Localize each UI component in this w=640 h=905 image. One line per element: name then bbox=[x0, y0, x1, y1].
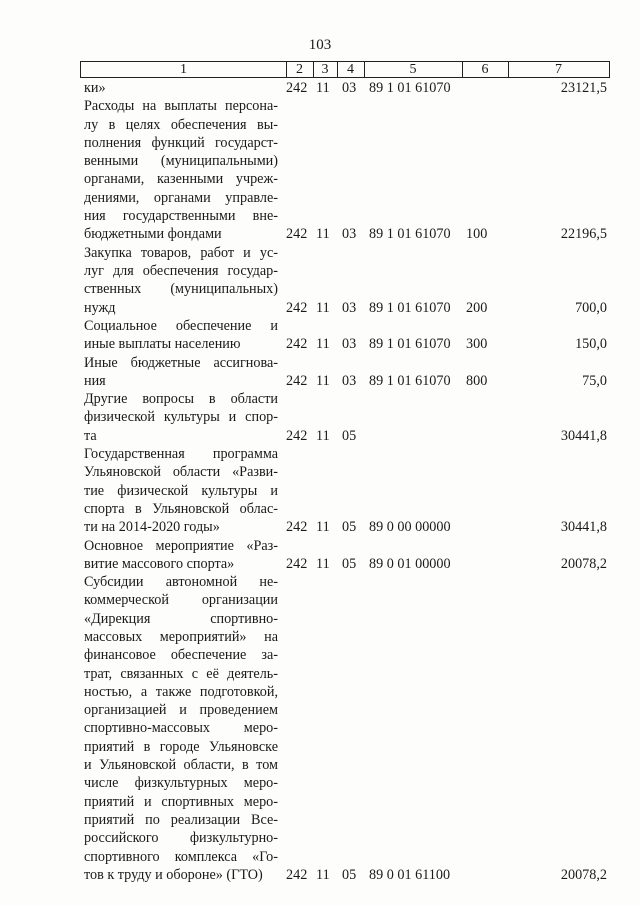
cell-col-5: 89 0 00 00000 bbox=[369, 519, 451, 536]
cell-col-7: 22196,5 bbox=[560, 226, 607, 243]
cell-col-5: 89 1 01 61070 bbox=[369, 336, 451, 353]
table-row bbox=[0, 97, 640, 243]
cell-col-2: 242 bbox=[286, 336, 308, 353]
description-line: коммерческой организации bbox=[84, 592, 278, 609]
cell-col-3: 11 bbox=[316, 519, 330, 536]
description-line: организацией и проведением bbox=[84, 702, 278, 719]
cell-col-6: 100 bbox=[466, 226, 488, 243]
description-line: венными (муниципальными) bbox=[84, 153, 278, 170]
cell-col-4: 03 bbox=[342, 299, 357, 316]
cell-col-2: 242 bbox=[286, 427, 308, 444]
description-line: Расходы на выплаты персона- bbox=[84, 98, 278, 115]
cell-col-2: 242 bbox=[286, 80, 308, 96]
description-line: спорта в Ульяновской облас- bbox=[84, 500, 278, 517]
description-line: числе физкультурных меро- bbox=[84, 775, 278, 792]
description-line: ти на 2014-2020 годы» bbox=[84, 519, 220, 536]
cell-col-3: 11 bbox=[316, 336, 330, 353]
cell-col-2: 242 bbox=[286, 866, 308, 883]
description-line: полнения функций государст- bbox=[84, 134, 278, 151]
table-row bbox=[0, 79, 640, 97]
cell-col-2: 242 bbox=[286, 226, 308, 243]
column-header-3: 3 bbox=[321, 62, 329, 77]
description-line: спортивного комплекса «Го- bbox=[84, 848, 278, 865]
cell-col-3: 11 bbox=[316, 299, 330, 316]
table-row bbox=[0, 317, 640, 354]
description-line: Государственная программа bbox=[84, 446, 278, 462]
cell-col-5: 89 1 01 61070 bbox=[369, 299, 451, 316]
row-description bbox=[84, 244, 278, 317]
description-line: дениями, органами управле- bbox=[84, 189, 278, 206]
description-line: ния государственными вне- bbox=[84, 208, 278, 225]
table-row bbox=[0, 390, 640, 445]
cell-col-4: 03 bbox=[342, 372, 357, 389]
description-line: лу в целях обеспечения вы- bbox=[84, 116, 278, 133]
row-description bbox=[84, 354, 278, 391]
description-line: Закупка товаров, работ и ус- bbox=[84, 244, 278, 261]
cell-col-7: 75,0 bbox=[582, 372, 607, 389]
cell-col-6: 800 bbox=[466, 372, 488, 389]
cell-col-3: 11 bbox=[316, 555, 330, 572]
cell-col-4: 05 bbox=[342, 866, 357, 883]
description-line: органами, казенными учреж- bbox=[84, 171, 278, 188]
description-line: нужд bbox=[84, 299, 116, 316]
page-number: 103 bbox=[308, 37, 332, 53]
cell-col-2: 242 bbox=[286, 519, 308, 536]
description-line: и Ульяновской области, в том bbox=[84, 757, 278, 774]
column-header-2: 2 bbox=[296, 62, 303, 77]
row-description bbox=[84, 317, 278, 354]
cell-col-4: 03 bbox=[342, 80, 357, 96]
description-line: ственных (муниципальных) bbox=[84, 281, 278, 298]
cell-col-3: 11 bbox=[316, 427, 330, 444]
column-header-1: 1 bbox=[180, 62, 187, 77]
description-line: физической культуры и спор- bbox=[84, 409, 278, 426]
description-line: приятий и спортивных меро- bbox=[84, 793, 278, 810]
cell-col-2: 242 bbox=[286, 299, 308, 316]
column-header-5: 5 bbox=[409, 62, 417, 77]
description-line: массовых мероприятий» на bbox=[84, 628, 278, 645]
description-line: ния bbox=[84, 372, 106, 389]
description-line: приятий по реализации Все- bbox=[84, 811, 278, 828]
cell-col-7: 30441,8 bbox=[560, 519, 607, 536]
cell-col-3: 11 bbox=[316, 80, 330, 96]
cell-col-5: 89 1 01 61070 bbox=[369, 226, 451, 243]
cell-col-4: 03 bbox=[342, 226, 357, 243]
description-line: Социальное обеспечение и bbox=[84, 317, 278, 334]
table-row bbox=[0, 445, 640, 537]
cell-col-7: 23121,5 bbox=[560, 80, 607, 96]
row-description bbox=[84, 390, 278, 445]
cell-col-4: 05 bbox=[342, 555, 357, 572]
description-line: трат, связанных с её деятель- bbox=[84, 665, 278, 682]
table-column-header bbox=[80, 61, 610, 78]
cell-col-2: 242 bbox=[286, 555, 308, 572]
description-line: та bbox=[84, 427, 97, 444]
description-line: витие массового спорта» bbox=[84, 555, 235, 572]
cell-col-2: 242 bbox=[286, 372, 308, 389]
cell-col-7: 30441,8 bbox=[560, 427, 607, 444]
column-header-4: 4 bbox=[347, 62, 354, 77]
cell-col-5: 89 0 01 61100 bbox=[369, 866, 451, 883]
description-line: приятий в городе Ульяновске bbox=[84, 738, 278, 755]
cell-col-3: 11 bbox=[316, 866, 330, 883]
row-description bbox=[84, 573, 278, 884]
cell-col-5: 89 0 01 00000 bbox=[369, 555, 451, 572]
cell-col-7: 150,0 bbox=[575, 336, 607, 353]
description-line: бюджетными фондами bbox=[84, 226, 222, 243]
row-description bbox=[84, 445, 278, 536]
description-line: луг для обеспечения государ- bbox=[84, 262, 278, 279]
description-line: тов к труду и обороне» (ГТО) bbox=[84, 866, 263, 883]
column-header-6: 6 bbox=[481, 62, 489, 77]
cell-col-6: 200 bbox=[466, 299, 488, 316]
cell-col-3: 11 bbox=[316, 372, 330, 389]
description-line: Иные бюджетные ассигнова- bbox=[84, 354, 278, 371]
row-description bbox=[84, 79, 278, 97]
description-line: «Дирекция спортивно- bbox=[84, 610, 278, 627]
cell-col-7: 20078,2 bbox=[560, 866, 607, 883]
description-line: российского физкультурно- bbox=[84, 830, 278, 847]
description-line: спортивно-массовых меро- bbox=[84, 720, 278, 737]
cell-col-7: 20078,2 bbox=[560, 555, 607, 572]
description-line: Ульяновской области «Разви- bbox=[84, 464, 278, 481]
cell-col-5: 89 1 01 61070 bbox=[369, 80, 451, 96]
description-line: иные выплаты населению bbox=[84, 336, 241, 353]
cell-col-3: 11 bbox=[316, 226, 330, 243]
description-line: Другие вопросы в области bbox=[84, 391, 278, 408]
cell-col-4: 05 bbox=[342, 427, 357, 444]
row-description bbox=[84, 537, 278, 574]
description-line: Субсидии автономной не- bbox=[84, 574, 278, 591]
description-line: тие физической культуры и bbox=[84, 482, 278, 499]
cell-col-6: 300 bbox=[466, 336, 488, 353]
table-row bbox=[0, 244, 640, 317]
cell-col-7: 700,0 bbox=[575, 299, 607, 316]
description-line: Основное мероприятие «Раз- bbox=[84, 537, 278, 554]
table-row bbox=[0, 573, 640, 884]
table-row bbox=[0, 354, 640, 391]
description-line: ки» bbox=[84, 80, 106, 96]
cell-col-4: 05 bbox=[342, 519, 357, 536]
table-row bbox=[0, 537, 640, 574]
column-header-7: 7 bbox=[555, 62, 562, 77]
description-line: ностью, а также подготовкой, bbox=[84, 683, 278, 700]
cell-col-4: 03 bbox=[342, 336, 357, 353]
description-line: финансовое обеспечение за- bbox=[84, 647, 278, 664]
row-description bbox=[84, 97, 278, 243]
cell-col-5: 89 1 01 61070 bbox=[369, 372, 451, 389]
